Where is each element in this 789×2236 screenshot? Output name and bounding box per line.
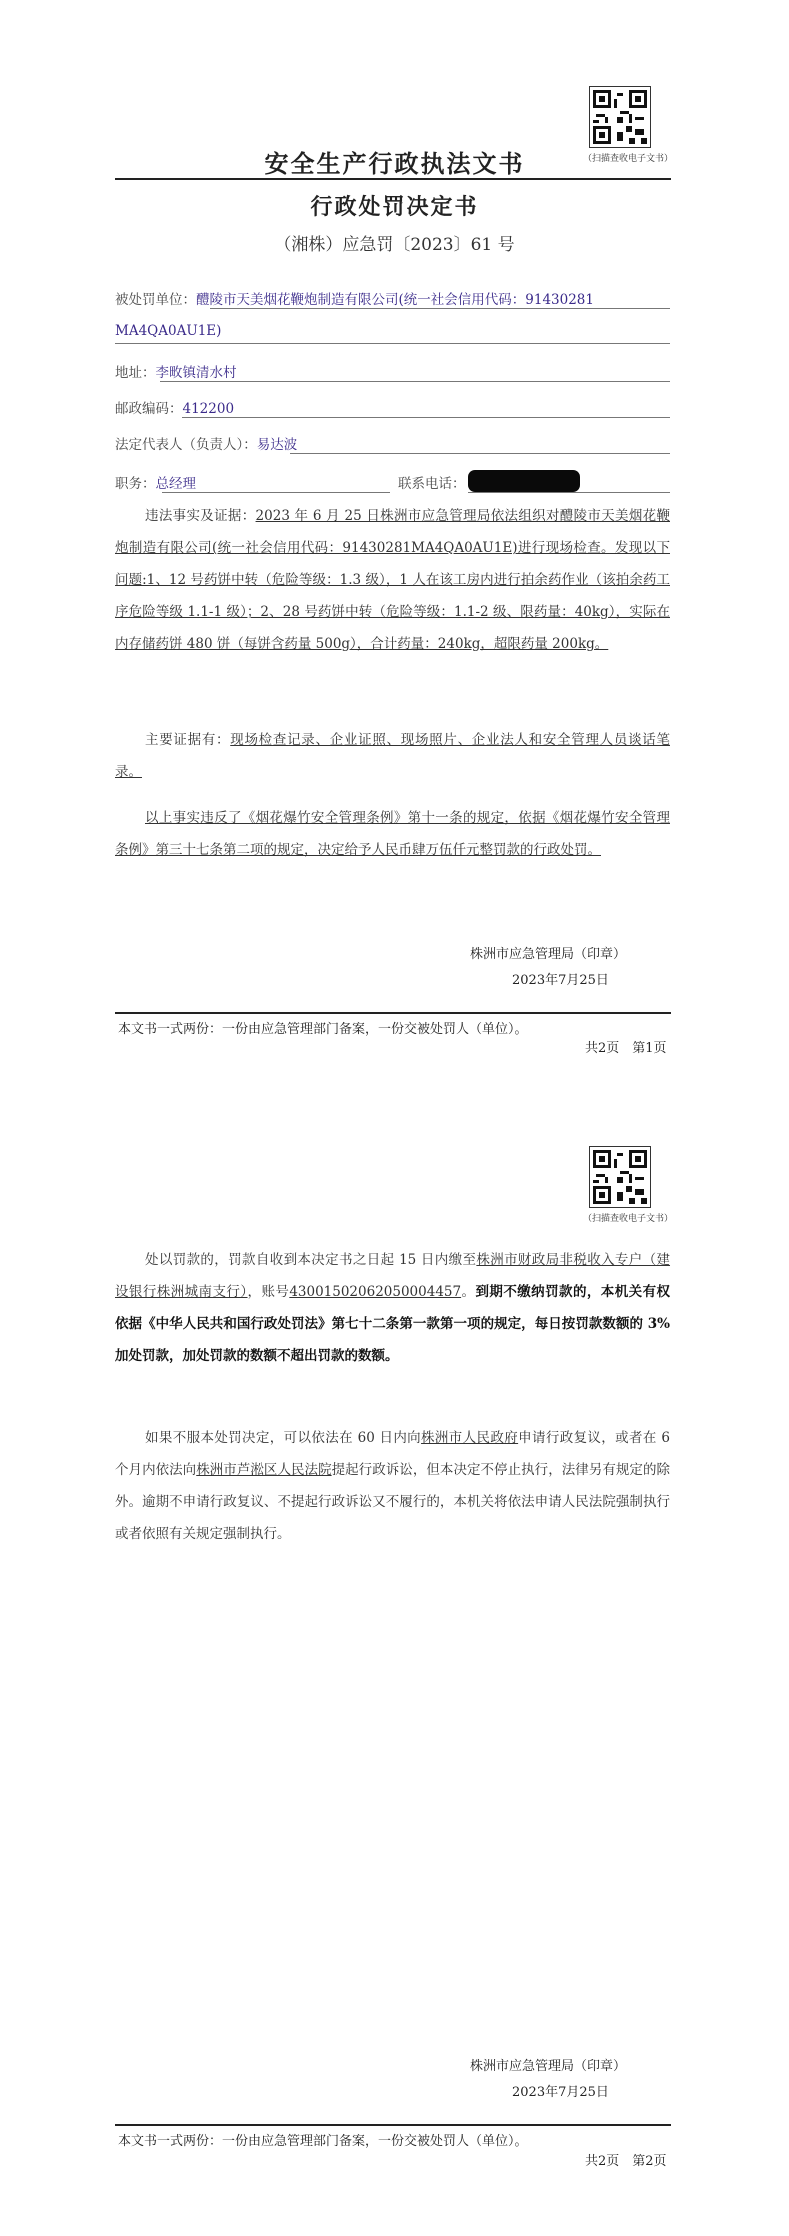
payment-text-3: 。 [461, 1284, 476, 1300]
representative-label: 法定代表人（负责人）： [115, 437, 257, 453]
footer-divider [115, 2124, 671, 2126]
late-penalty-text: 到期不缴纳罚款的，本机关有权依据《中华人民共和国行政处罚法》第七十二条第一款第一项的规定，每日按罚款数额的 3%加处罚款，加处罚款的数额不超出罚款的数额。 [115, 1284, 671, 1364]
party-field [115, 288, 594, 308]
violation-facts-paragraph [115, 500, 670, 660]
phone-field [398, 472, 466, 492]
party-field-cont [115, 323, 221, 339]
qr-code-icon [589, 1146, 651, 1208]
decision-body: 以上事实违反了《烟花爆竹安全管理条例》第十一条的规定，依据《烟花爆竹安全管理条例》第三十七条第二项的规定，决定给予人民币肆万伍仟元整罚款的行政处罚。 [115, 810, 670, 858]
qr-code-icon [589, 86, 651, 148]
footer-page-number: 共2页 第2页 [585, 2154, 667, 2169]
evidence-paragraph [115, 724, 670, 788]
qr-caption: （扫描查收电子文书） [583, 154, 674, 164]
signature-org: 株洲市应急管理局（印章） [470, 947, 627, 962]
title-divider [115, 178, 671, 180]
signature-org: 株洲市应急管理局（印章） [470, 2059, 627, 2074]
payment-text-1: 处以罚款的，罚款自收到本决定书之日起 15 日内缴至 [145, 1252, 477, 1268]
decision-paragraph [115, 802, 670, 866]
field-underline [290, 453, 670, 454]
position-label: 职务： [115, 476, 156, 492]
appeal-court: 株洲市芦淞区人民法院 [196, 1462, 332, 1478]
field-underline [468, 492, 670, 493]
payment-text-2: ，账号 [247, 1284, 290, 1300]
document-category-title: 安全生产行政执法文书 [264, 149, 525, 178]
redacted-phone [468, 470, 580, 492]
field-underline [182, 417, 670, 418]
payment-account-number: 43001502062050004457 [289, 1284, 462, 1300]
representative-field [115, 433, 297, 453]
field-underline [115, 343, 670, 344]
payment-paragraph [115, 1244, 670, 1372]
signature-date: 2023年7月25日 [512, 973, 609, 988]
evidence-lead: 主要证据有： [145, 732, 231, 748]
party-label: 被处罚单位： [115, 292, 196, 308]
postcode-value: 412200 [182, 401, 235, 417]
document-number: （湘株）应急罚〔2023〕61 号 [274, 235, 515, 255]
facts-lead: 违法事实及证据： [145, 508, 256, 524]
appeal-paragraph [115, 1422, 670, 1550]
address-label: 地址： [115, 365, 156, 381]
address-value: 李畋镇清水村 [155, 365, 237, 381]
appeal-text-1: 如果不服本处罚决定，可以依法在 60 日内向 [145, 1430, 422, 1446]
field-underline [210, 308, 670, 309]
postcode-label: 邮政编码： [115, 401, 183, 417]
footer-copies: 本文书一式两份：一份由应急管理部门备案，一份交被处罚人（单位）。 [118, 2134, 528, 2149]
payment-account-name: 株洲市财政局非税收入专户（建设银行株洲城南支行） [115, 1252, 671, 1300]
party-value: 醴陵市天美烟花鞭炮制造有限公司(统一社会信用代码：91430281 [196, 292, 594, 308]
qr-caption: （扫描查收电子文书） [583, 1214, 674, 1224]
footer-copies: 本文书一式两份：一份由应急管理部门备案，一份交被处罚人（单位）。 [118, 1022, 528, 1037]
signature-date: 2023年7月25日 [512, 2085, 609, 2100]
position-value: 总经理 [155, 476, 196, 492]
appeal-text-3: 提起行政诉讼，但本决定不停止执行，法律另有规定的除外。逾期不申请行政复议、不提起行政诉讼又不履行的，本机关将依法申请人民法院强制执行或者依照有关规定强制执行。 [115, 1462, 671, 1542]
postcode-field [115, 397, 234, 417]
representative-value: 易达波 [256, 437, 298, 453]
field-underline [162, 492, 390, 493]
appeal-government: 株洲市人民政府 [421, 1430, 519, 1446]
footer-page-number: 共2页 第1页 [585, 1041, 667, 1056]
page-title: 行政处罚决定书 [310, 194, 479, 220]
appeal-text-2: 申请行政复议，或者在 6 个月内依法向 [115, 1430, 670, 1478]
evidence-body: 现场检查记录、企业证照、现场照片、企业法人和安全管理人员谈话笔录。 [115, 732, 670, 780]
address-field [115, 361, 237, 381]
party-value-cont: MA4QA0AU1E) [115, 323, 222, 339]
footer-divider [115, 1012, 671, 1014]
phone-label: 联系电话： [398, 476, 466, 492]
field-underline [160, 381, 670, 382]
facts-body: 2023 年 6 月 25 日株洲市应急管理局依法组织对醴陵市天美烟花鞭炮制造有限公司(统一社会信用代码：91430281MA4QA0AU1E)进行现场检查。发现以下问题:1、12 号药饼中转（危险等级：1.3 级），1 人在该工房内进行拍余药作业（该拍余药工序危险等级 1.1-1 级）；2、28 号药饼中转（危险等级：1.1-2 级、限药量：40kg），实际在内存储药饼 480 饼（每饼含药量 500g），合计药量：240kg，超限药量 200kg。 [115, 508, 670, 652]
position-field [115, 472, 196, 492]
